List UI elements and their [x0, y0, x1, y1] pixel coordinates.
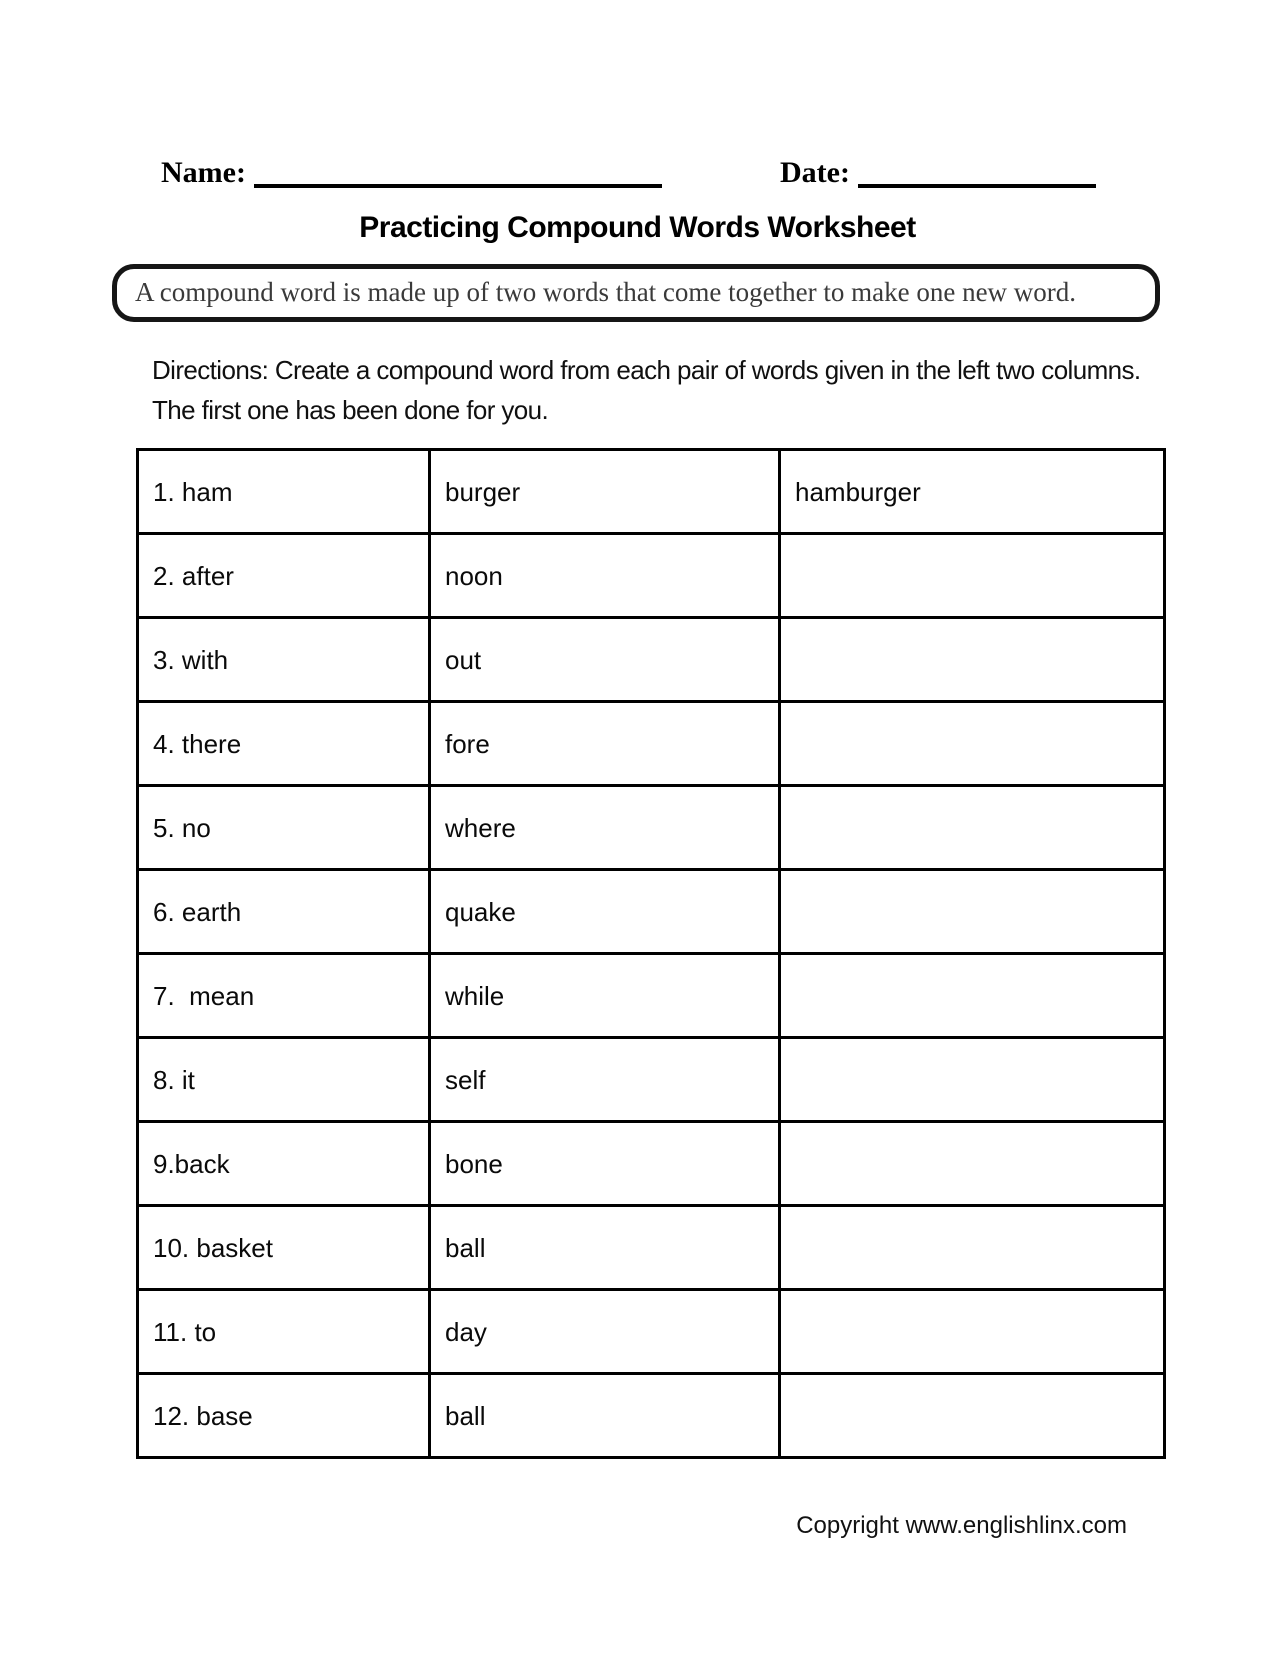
date-blank-line[interactable]	[858, 164, 1096, 188]
table-row	[138, 1038, 1165, 1122]
answer-cell[interactable]	[780, 1206, 1165, 1290]
second-word-cell: self	[430, 1038, 780, 1122]
second-word-cell: fore	[430, 702, 780, 786]
first-word-cell: 1. ham	[138, 450, 430, 534]
first-word-cell: 3. with	[138, 618, 430, 702]
first-word-cell: 10. basket	[138, 1206, 430, 1290]
table-row	[138, 450, 1165, 534]
answer-cell[interactable]	[780, 954, 1165, 1038]
table-row	[138, 534, 1165, 618]
name-blank-line[interactable]	[254, 164, 662, 188]
table-row	[138, 870, 1165, 954]
second-word-cell: bone	[430, 1122, 780, 1206]
table-row	[138, 786, 1165, 870]
answer-cell[interactable]	[780, 786, 1165, 870]
table-body	[138, 450, 1165, 1458]
header-row	[161, 155, 1275, 191]
date-label: Date:	[779, 156, 850, 189]
directions-text: Directions: Create a compound word from each pair of words given in the left two columns. The first one has been done for you.	[152, 355, 1141, 425]
name-label: Name:	[161, 156, 246, 189]
definition-text: A compound word is made up of two words that come together to make one new word.	[135, 277, 1077, 307]
answer-cell[interactable]	[780, 1374, 1165, 1458]
second-word-cell: noon	[430, 534, 780, 618]
first-word-cell: 9.back	[138, 1122, 430, 1206]
answer-cell: hamburger	[780, 450, 1165, 534]
answer-cell[interactable]	[780, 1038, 1165, 1122]
table-row	[138, 1374, 1165, 1458]
table-row	[138, 702, 1165, 786]
compound-words-table	[136, 448, 1166, 1459]
table-row	[138, 1290, 1165, 1374]
first-word-cell: 6. earth	[138, 870, 430, 954]
copyright-text: Copyright www.englishlinx.com	[796, 1512, 1127, 1539]
answer-cell[interactable]	[780, 1290, 1165, 1374]
definition-box	[112, 264, 1160, 322]
second-word-cell: day	[430, 1290, 780, 1374]
answer-cell[interactable]	[780, 1122, 1165, 1206]
second-word-cell: ball	[430, 1206, 780, 1290]
first-word-cell: 2. after	[138, 534, 430, 618]
table-row	[138, 1122, 1165, 1206]
first-word-cell: 12. base	[138, 1374, 430, 1458]
table-row	[138, 954, 1165, 1038]
second-word-cell: where	[430, 786, 780, 870]
page-title: Practicing Compound Words Worksheet	[359, 211, 916, 244]
first-word-cell: 8. it	[138, 1038, 430, 1122]
answer-cell[interactable]	[780, 618, 1165, 702]
table-row	[138, 1206, 1165, 1290]
second-word-cell: quake	[430, 870, 780, 954]
answer-cell[interactable]	[780, 870, 1165, 954]
first-word-cell: 11. to	[138, 1290, 430, 1374]
second-word-cell: out	[430, 618, 780, 702]
answer-cell[interactable]	[780, 534, 1165, 618]
first-word-cell: 7. mean	[138, 954, 430, 1038]
first-word-cell: 4. there	[138, 702, 430, 786]
answer-cell[interactable]	[780, 702, 1165, 786]
second-word-cell: while	[430, 954, 780, 1038]
table-row	[138, 618, 1165, 702]
second-word-cell: burger	[430, 450, 780, 534]
second-word-cell: ball	[430, 1374, 780, 1458]
first-word-cell: 5. no	[138, 786, 430, 870]
